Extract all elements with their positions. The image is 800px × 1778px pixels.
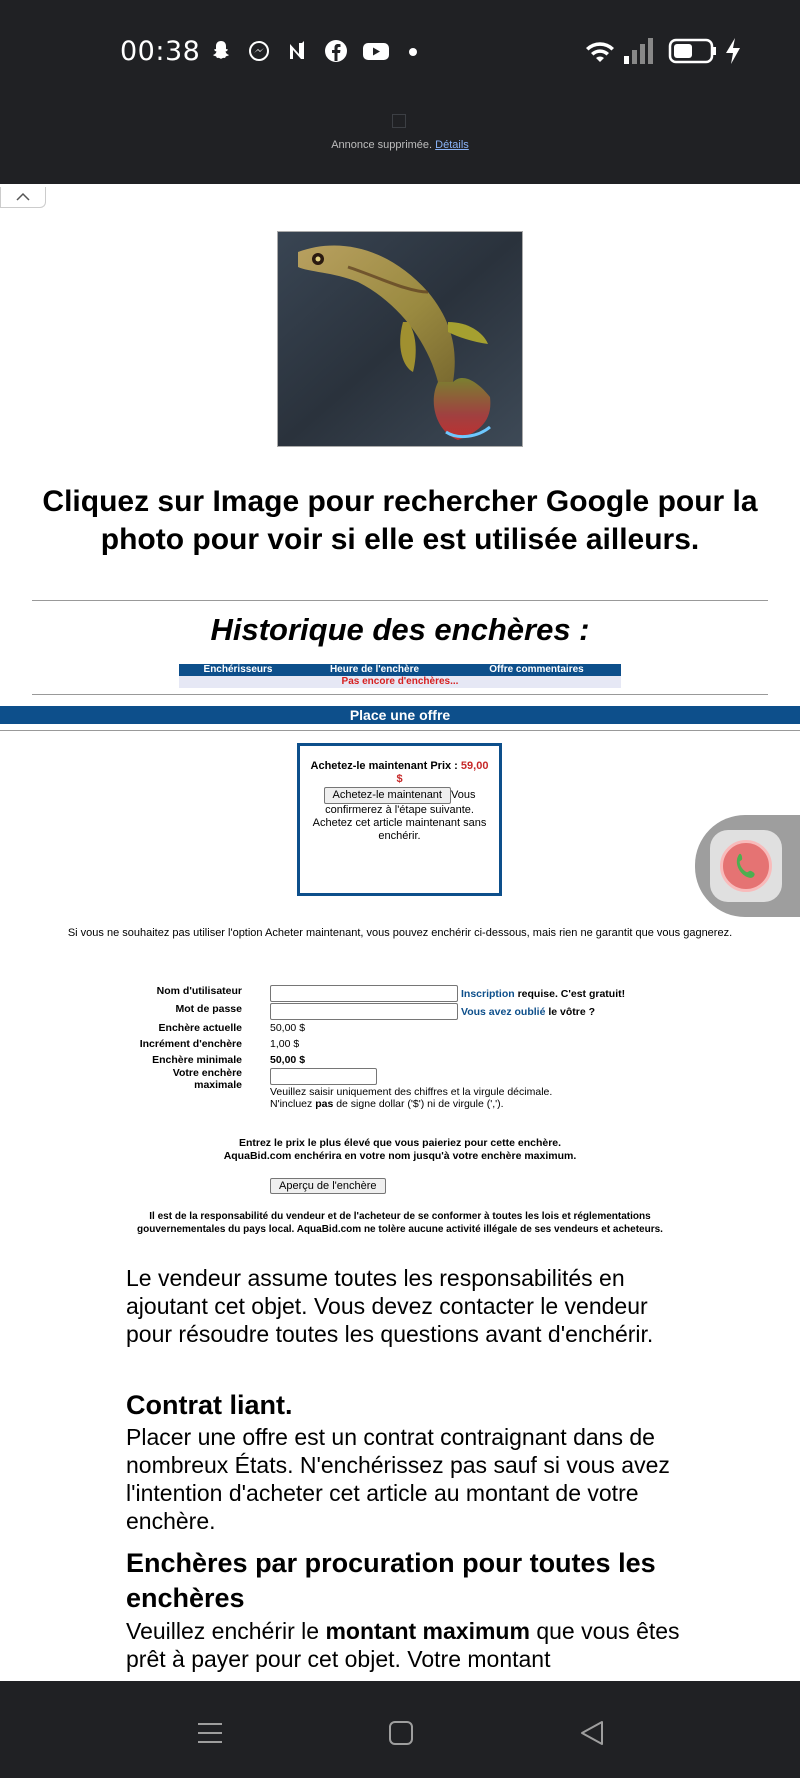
- max-bid-input[interactable]: [270, 1068, 377, 1085]
- status-bar: [0, 0, 800, 87]
- forgot-suffix: le vôtre ?: [545, 1006, 596, 1018]
- ad-area: [0, 87, 800, 184]
- call-button[interactable]: [720, 840, 772, 892]
- proxy-bidding-title: Enchères par procuration pour toutes les enchères: [126, 1548, 656, 1613]
- current-bid-label: Enchère actuelle: [158, 1022, 242, 1034]
- ad-details-link[interactable]: Détails: [435, 139, 469, 151]
- divider: [32, 694, 768, 695]
- battery-icon: [668, 36, 718, 66]
- register-suffix: requise. C'est gratuit!: [514, 988, 626, 1000]
- divider: [0, 730, 800, 731]
- fish-image: [278, 232, 523, 447]
- hint-bold: pas: [315, 1098, 334, 1110]
- call-bubble-inner: [710, 830, 782, 902]
- ad-removed-text: Annonce supprimée.: [331, 139, 433, 151]
- username-input[interactable]: [270, 985, 458, 1002]
- max-bid-label: [0, 1067, 242, 1091]
- buy-now-box: [297, 743, 502, 896]
- proxy-bidding-text: [126, 1617, 686, 1679]
- buy-now-button[interactable]: Achetez-le maintenant: [324, 787, 451, 804]
- contract-text: Placer une offre est un contrat contraignant dans de nombreux États. N'enchérissez pas sauf si vous avez l'intention d'acheter cet article au montant de votre enchère.: [126, 1424, 670, 1534]
- hint-pre: N'incluez: [270, 1098, 316, 1110]
- messenger-icon: [246, 39, 272, 63]
- fish-photo[interactable]: [277, 231, 523, 447]
- dot-icon: [405, 39, 421, 63]
- max-bid-label-line1: Votre enchère: [172, 1067, 242, 1079]
- buy-now-note: Vous confirmerez à l'étape suivante. Achetez cet article maintenant sans enchérir.: [312, 789, 487, 842]
- seller-responsibility-text: Le vendeur assume toutes les responsabilités en ajoutant cet objet. Vous devez contacter le vendeur pour résoudre toutes les questions avant d'enchérir.: [126, 1265, 654, 1347]
- forgot-password-link[interactable]: Vous avez oublié: [461, 1006, 546, 1018]
- min-bid-label: Enchère minimale: [152, 1054, 242, 1066]
- max-bid-hint-1: Veuillez saisir uniquement des chiffres et la virgule décimale.: [270, 1086, 553, 1098]
- password-input[interactable]: [270, 1003, 458, 1020]
- floating-call-bubble[interactable]: [695, 815, 800, 917]
- image-search-note: Cliquez sur Image pour rechercher Google pour la photo pour voir si elle est utilisée ailleurs.: [42, 485, 758, 556]
- username-label: Nom d'utilisateur: [156, 985, 242, 997]
- legal-line1: Il est de la responsabilité du vendeur et de l'acheteur de se conformer à toutes les lois et réglementations: [149, 1211, 651, 1222]
- min-bid-value: 50,00 $: [270, 1054, 306, 1066]
- youtube-icon: [361, 39, 391, 63]
- column-header: Heure de l'enchère: [329, 664, 420, 675]
- signal-icon: [622, 36, 658, 66]
- divider: [32, 600, 768, 601]
- snapchat-icon: [208, 39, 234, 63]
- proxy-text-post: que vous êtes prêt à payer pour cet objet. Votre montant: [126, 1618, 680, 1672]
- increment-value: 1,00 $: [270, 1038, 300, 1050]
- charging-icon: [722, 36, 744, 66]
- ad-removed-notice: [0, 139, 800, 151]
- proxy-text-bold: montant maximum: [325, 1618, 530, 1644]
- max-bid-explanation: [0, 1137, 800, 1163]
- home-icon[interactable]: [387, 1719, 415, 1747]
- column-header: Offre commentaires: [489, 664, 584, 675]
- bid-instead-note: Si vous ne souhaitez pas utiliser l'option Acheter maintenant, vous pouvez enchérir ci-dessous, mais rien ne garantit que vous gagnerez.: [67, 927, 733, 939]
- wifi-icon: [582, 36, 618, 66]
- increment-label: Incrément d'enchère: [139, 1038, 242, 1050]
- legal-line2: gouvernementales du pays local. AquaBid.com ne tolère aucune activité illégale de ses vendeurs et acheteurs.: [137, 1224, 663, 1235]
- no-bids-row: Pas encore d'enchères...: [179, 676, 621, 688]
- current-bid-value: 50,00 $: [270, 1022, 306, 1034]
- status-time: 00:38: [120, 36, 201, 67]
- ad-collapse-button[interactable]: [0, 187, 46, 208]
- explanation-line1: Entrez le prix le plus élevé que vous paieriez pour cette enchère.: [238, 1137, 562, 1149]
- max-bid-hint-2: [270, 1098, 552, 1110]
- navigation-bar: [0, 1681, 800, 1778]
- bid-history-table: [179, 664, 621, 688]
- ad-info-icon: [392, 114, 406, 128]
- buy-now-price: 59,00 $: [396, 760, 489, 785]
- bid-history-title: Historique des enchères :: [210, 612, 590, 647]
- facebook-icon: [323, 39, 349, 63]
- buy-now-label: Achetez-le maintenant Prix :: [310, 760, 458, 772]
- n-app-icon: [284, 39, 310, 63]
- back-icon[interactable]: [578, 1719, 606, 1747]
- menu-icon[interactable]: [196, 1719, 224, 1747]
- proxy-text-pre: Veuillez enchérir le: [126, 1618, 326, 1644]
- place-bid-header: Place une offre: [0, 706, 800, 724]
- password-label: Mot de passe: [175, 1003, 242, 1015]
- explanation-line2: AquaBid.com enchérira en votre nom jusqu'à votre enchère maximum.: [223, 1150, 577, 1162]
- register-link[interactable]: Inscription: [461, 988, 515, 1000]
- hint-post: de signe dollar ('$') ni de virgule (',').: [333, 1098, 504, 1110]
- contract-title: Contrat liant.: [126, 1390, 293, 1420]
- phone-icon: [723, 843, 769, 889]
- column-header: Enchérisseurs: [203, 664, 273, 675]
- bid-history-header: [179, 664, 621, 676]
- preview-bid-button[interactable]: Aperçu de l'enchère: [270, 1178, 386, 1194]
- max-bid-label-line2: maximale: [194, 1079, 242, 1091]
- legal-note: [0, 1210, 800, 1236]
- chevron-up-icon: [1, 187, 45, 207]
